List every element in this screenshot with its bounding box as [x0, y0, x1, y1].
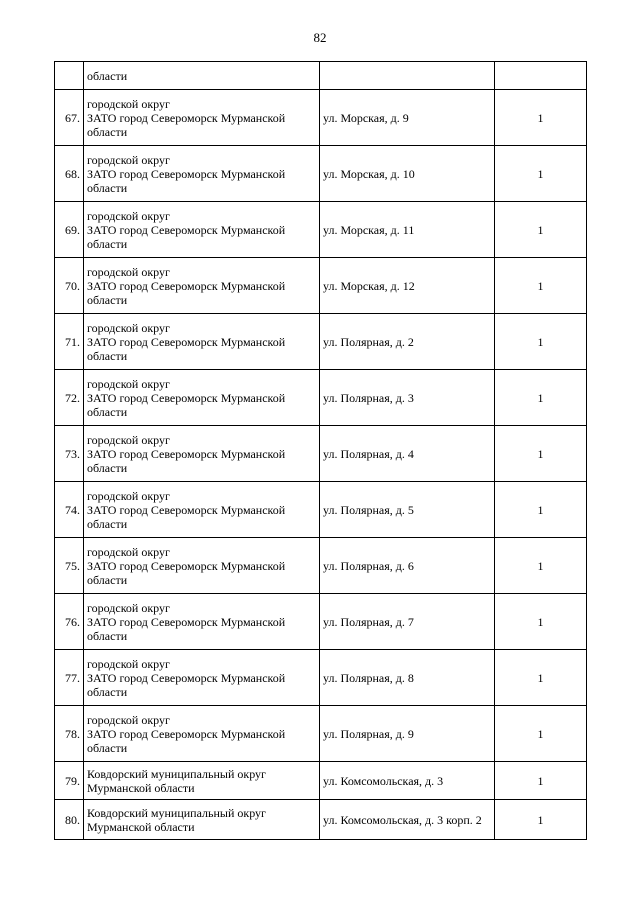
quantity-cell: 1	[495, 314, 587, 370]
table-row	[55, 482, 587, 538]
table-row-continuation	[55, 62, 587, 90]
row-number-cell: 80.	[55, 800, 84, 840]
address-cell: ул. Комсомольская, д. 3 корп. 2	[320, 800, 495, 840]
table-row	[55, 650, 587, 706]
quantity-cell: 1	[495, 370, 587, 426]
address-cell: ул. Полярная, д. 6	[320, 538, 495, 594]
address-cell: ул. Полярная, д. 4	[320, 426, 495, 482]
row-number-cell: 69.	[55, 202, 84, 258]
row-number-cell: 68.	[55, 146, 84, 202]
table-row	[55, 594, 587, 650]
row-number-cell: 76.	[55, 594, 84, 650]
quantity-cell: 1	[495, 706, 587, 762]
quantity-cell: 1	[495, 146, 587, 202]
row-number-cell: 74.	[55, 482, 84, 538]
row-number-cell: 67.	[55, 90, 84, 146]
municipality-cell: городской округ ЗАТО город Североморск Мурманской области	[84, 706, 320, 762]
address-cell: ул. Комсомольская, д. 3	[320, 762, 495, 800]
address-cell: ул. Полярная, д. 2	[320, 314, 495, 370]
row-number-cell: 72.	[55, 370, 84, 426]
row-number-cell: 71.	[55, 314, 84, 370]
table-row	[55, 314, 587, 370]
municipality-cell: городской округ ЗАТО город Североморск Мурманской области	[84, 202, 320, 258]
address-cell: ул. Полярная, д. 5	[320, 482, 495, 538]
quantity-cell: 1	[495, 538, 587, 594]
quantity-cell: 1	[495, 426, 587, 482]
quantity-cell: 1	[495, 800, 587, 840]
municipality-cell: городской округ ЗАТО город Североморск Мурманской области	[84, 650, 320, 706]
address-cell	[320, 62, 495, 90]
municipality-cell: городской округ ЗАТО город Североморск Мурманской области	[84, 90, 320, 146]
municipality-cell: городской округ ЗАТО город Североморск Мурманской области	[84, 370, 320, 426]
table-row	[55, 762, 587, 800]
table-row	[55, 258, 587, 314]
address-cell: ул. Полярная, д. 3	[320, 370, 495, 426]
row-number-cell: 73.	[55, 426, 84, 482]
address-cell: ул. Полярная, д. 9	[320, 706, 495, 762]
row-number-cell: 70.	[55, 258, 84, 314]
table-row	[55, 426, 587, 482]
municipality-cell: городской округ ЗАТО город Североморск Мурманской области	[84, 146, 320, 202]
table-row	[55, 202, 587, 258]
registry-table-body	[55, 62, 587, 840]
municipality-cell: Ковдорский муниципальный округ Мурманской области	[84, 762, 320, 800]
address-cell: ул. Морская, д. 9	[320, 90, 495, 146]
row-number-cell: 79.	[55, 762, 84, 800]
municipality-cell: области	[84, 62, 320, 90]
table-row	[55, 370, 587, 426]
quantity-cell: 1	[495, 202, 587, 258]
municipality-cell: Ковдорский муниципальный округ Мурманской области	[84, 800, 320, 840]
quantity-cell: 1	[495, 594, 587, 650]
quantity-cell	[495, 62, 587, 90]
table-row	[55, 90, 587, 146]
address-cell: ул. Морская, д. 12	[320, 258, 495, 314]
page-number: 82	[313, 30, 327, 45]
row-number-cell: 75.	[55, 538, 84, 594]
table-row	[55, 800, 587, 840]
quantity-cell: 1	[495, 650, 587, 706]
municipality-cell: городской округ ЗАТО город Североморск Мурманской области	[84, 594, 320, 650]
quantity-cell: 1	[495, 90, 587, 146]
table-row	[55, 706, 587, 762]
address-cell: ул. Полярная, д. 7	[320, 594, 495, 650]
row-number-cell: 77.	[55, 650, 84, 706]
municipality-cell: городской округ ЗАТО город Североморск Мурманской области	[84, 538, 320, 594]
address-cell: ул. Морская, д. 10	[320, 146, 495, 202]
row-number-cell	[55, 62, 84, 90]
address-cell: ул. Полярная, д. 8	[320, 650, 495, 706]
table-row	[55, 146, 587, 202]
quantity-cell: 1	[495, 258, 587, 314]
table-row	[55, 538, 587, 594]
row-number-cell: 78.	[55, 706, 84, 762]
municipality-cell: городской округ ЗАТО город Североморск Мурманской области	[84, 426, 320, 482]
registry-table	[54, 61, 587, 840]
municipality-cell: городской округ ЗАТО город Североморск Мурманской области	[84, 314, 320, 370]
address-cell: ул. Морская, д. 11	[320, 202, 495, 258]
municipality-cell: городской округ ЗАТО город Североморск Мурманской области	[84, 482, 320, 538]
municipality-cell: городской округ ЗАТО город Североморск Мурманской области	[84, 258, 320, 314]
quantity-cell: 1	[495, 762, 587, 800]
quantity-cell: 1	[495, 482, 587, 538]
